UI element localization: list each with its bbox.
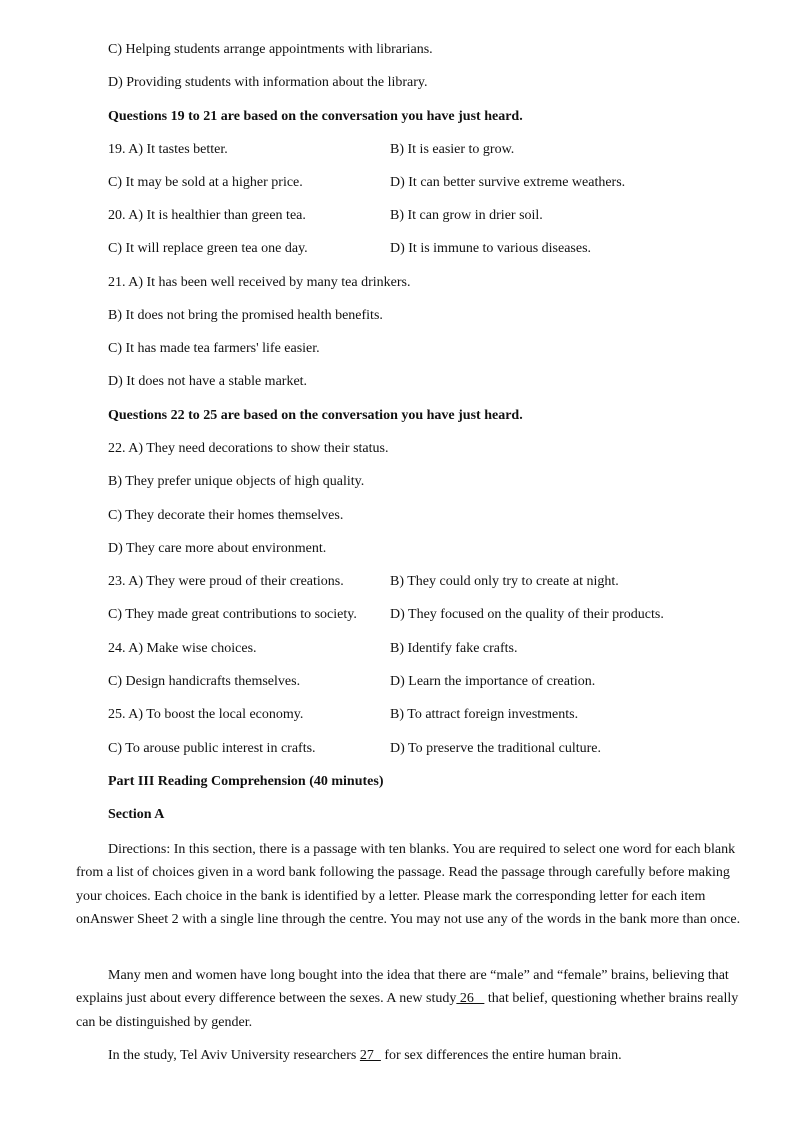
option-22c: C) They decorate their homes themselves. (108, 508, 344, 523)
option-22a: 22. A) They need decorations to show their status. (108, 441, 389, 456)
option-20c: C) It will replace green tea one day. (108, 241, 308, 256)
passage-text: that belief, questioning whether brains really can be distinguished by gender. (76, 991, 739, 1030)
option-24a: 24. A) Make wise choices. (108, 641, 257, 656)
option-19d: D) It can better survive extreme weathers. (390, 175, 626, 190)
option-20b: B) It can grow in drier soil. (390, 208, 543, 223)
section-heading: Section A (108, 807, 165, 822)
option-23b: B) They could only try to create at night. (390, 574, 619, 589)
option-18c: C) Helping students arrange appointments with librarians. (108, 42, 433, 57)
blank-26: 26 (456, 991, 485, 1007)
option-25d: D) To preserve the traditional culture. (390, 741, 602, 756)
option-20a: 20. A) It is healthier than green tea. (108, 208, 306, 223)
part-heading: Part III Reading Comprehension (40 minutes) (108, 774, 384, 789)
option-25b: B) To attract foreign investments. (390, 707, 579, 722)
option-21c: C) It has made tea farmers' life easier. (108, 341, 320, 356)
option-22d: D) They care more about environment. (108, 541, 327, 556)
option-19a: 19. A) It tastes better. (108, 142, 228, 157)
option-24c: C) Design handicrafts themselves. (108, 674, 301, 689)
directions-paragraph: Directions: In this section, there is a passage with ten blanks. You are required to select one word for each blank from a list of choices given in a word bank following the passage. Read the passage through carefully before making your choices. Each choice in the bank is identified by a letter. Please mark the corresponding letter for each item onAnswer Sheet 2 with a single line through the centre. You may not use any of the words in the bank more than once. (76, 842, 741, 927)
option-21b: B) It does not bring the promised health benefits. (108, 308, 383, 323)
passage-paragraph-2 (76, 1044, 748, 1067)
option-25c: C) To arouse public interest in crafts. (108, 741, 316, 756)
option-21d: D) It does not have a stable market. (108, 374, 308, 389)
option-24b: B) Identify fake crafts. (390, 641, 518, 656)
option-23d: D) They focused on the quality of their products. (390, 607, 664, 622)
option-19b: B) It is easier to grow. (390, 142, 515, 157)
option-19c: C) It may be sold at a higher price. (108, 175, 303, 190)
option-21a: 21. A) It has been well received by many tea drinkers. (108, 275, 411, 290)
question-group-heading-19-21: Questions 19 to 21 are based on the conversation you have just heard. (108, 109, 523, 124)
option-23c: C) They made great contributions to society. (108, 607, 357, 622)
option-20d: D) It is immune to various diseases. (390, 241, 592, 256)
option-22b: B) They prefer unique objects of high quality. (108, 474, 365, 489)
option-18d: D) Providing students with information about the library. (108, 75, 428, 90)
passage-paragraph-1 (76, 964, 748, 1034)
option-23a: 23. A) They were proud of their creations. (108, 574, 344, 589)
passage-text: In the study, Tel Aviv University researchers (108, 1048, 360, 1063)
passage-text: for sex differences the entire human brain. (380, 1048, 622, 1063)
option-25a: 25. A) To boost the local economy. (108, 707, 304, 722)
option-24d: D) Learn the importance of creation. (390, 674, 596, 689)
question-group-heading-22-25: Questions 22 to 25 are based on the conversation you have just heard. (108, 408, 523, 423)
passage-text: Many men and women have long bought into the idea that there are “male” and “female” brains, believing that explains just about every difference between the sexes. A new study (76, 968, 729, 1007)
blank-27: 27 (359, 1048, 381, 1063)
